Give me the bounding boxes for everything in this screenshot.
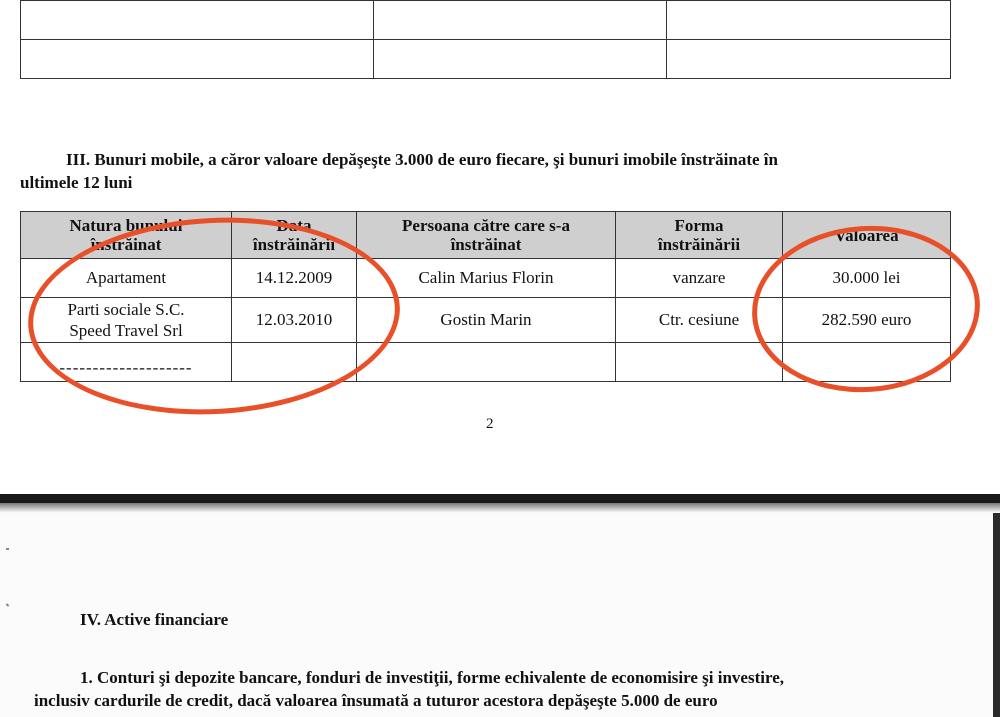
cell-persoana [357, 343, 616, 382]
cell-persoana: Gostin Marin [357, 298, 616, 343]
cell-forma [616, 343, 783, 382]
scan-speck [6, 603, 10, 607]
cell-natura: Apartament [21, 259, 232, 298]
table-header-row [21, 212, 951, 259]
section-iii-heading: III. Bunuri mobile, a căror valoare depăşeşte 3.000 de euro fiecare, şi bunuri imobile înstrăinate în ultimele 12 luni [20, 150, 778, 192]
cell-natura: -------------------- [21, 343, 232, 382]
cell-persoana: Calin Marius Florin [357, 259, 616, 298]
header-forma: Forma înstrăinării [616, 212, 783, 259]
cell-valoarea [783, 343, 951, 382]
table-row [21, 343, 951, 382]
table-row [21, 40, 951, 79]
cell-valoarea: 30.000 lei [783, 259, 951, 298]
page-separator-shadow [0, 503, 1000, 513]
scan-edge [993, 513, 1000, 717]
scan-speck [6, 548, 9, 550]
table-row [21, 259, 951, 298]
cell-forma: Ctr. cesiune [616, 298, 783, 343]
cell-data: 12.03.2010 [232, 298, 357, 343]
cell-natura: Parti sociale S.C. Speed Travel Srl [21, 298, 232, 343]
header-natura: Natura bunului înstrăinat [21, 212, 232, 259]
cell-forma: vanzare [616, 259, 783, 298]
cell-valoarea: 282.590 euro [783, 298, 951, 343]
section-iv-heading: IV. Active financiare [80, 610, 229, 629]
previous-section-table [20, 0, 951, 79]
table-row [21, 298, 951, 343]
page-bottom [0, 513, 993, 717]
header-valoarea: Valoarea [783, 212, 951, 259]
section-iv-item-1: 1. Conturi şi depozite bancare, fonduri de investiţii, forme echivalente de economisire şi investire, inclusiv cardurile de credit, dacă valoarea însumată a tuturor acestora depăşeşte 5.000 de euro [34, 668, 785, 710]
cell-data [232, 343, 357, 382]
header-persoana: Persoana către care s-a înstrăinat [357, 212, 616, 259]
page-number: 2 [486, 416, 494, 432]
table-row [21, 1, 951, 40]
header-data: Data înstrăinării [232, 212, 357, 259]
alienated-assets-table [20, 211, 951, 382]
cell-data: 14.12.2009 [232, 259, 357, 298]
page-separator [0, 494, 1000, 503]
